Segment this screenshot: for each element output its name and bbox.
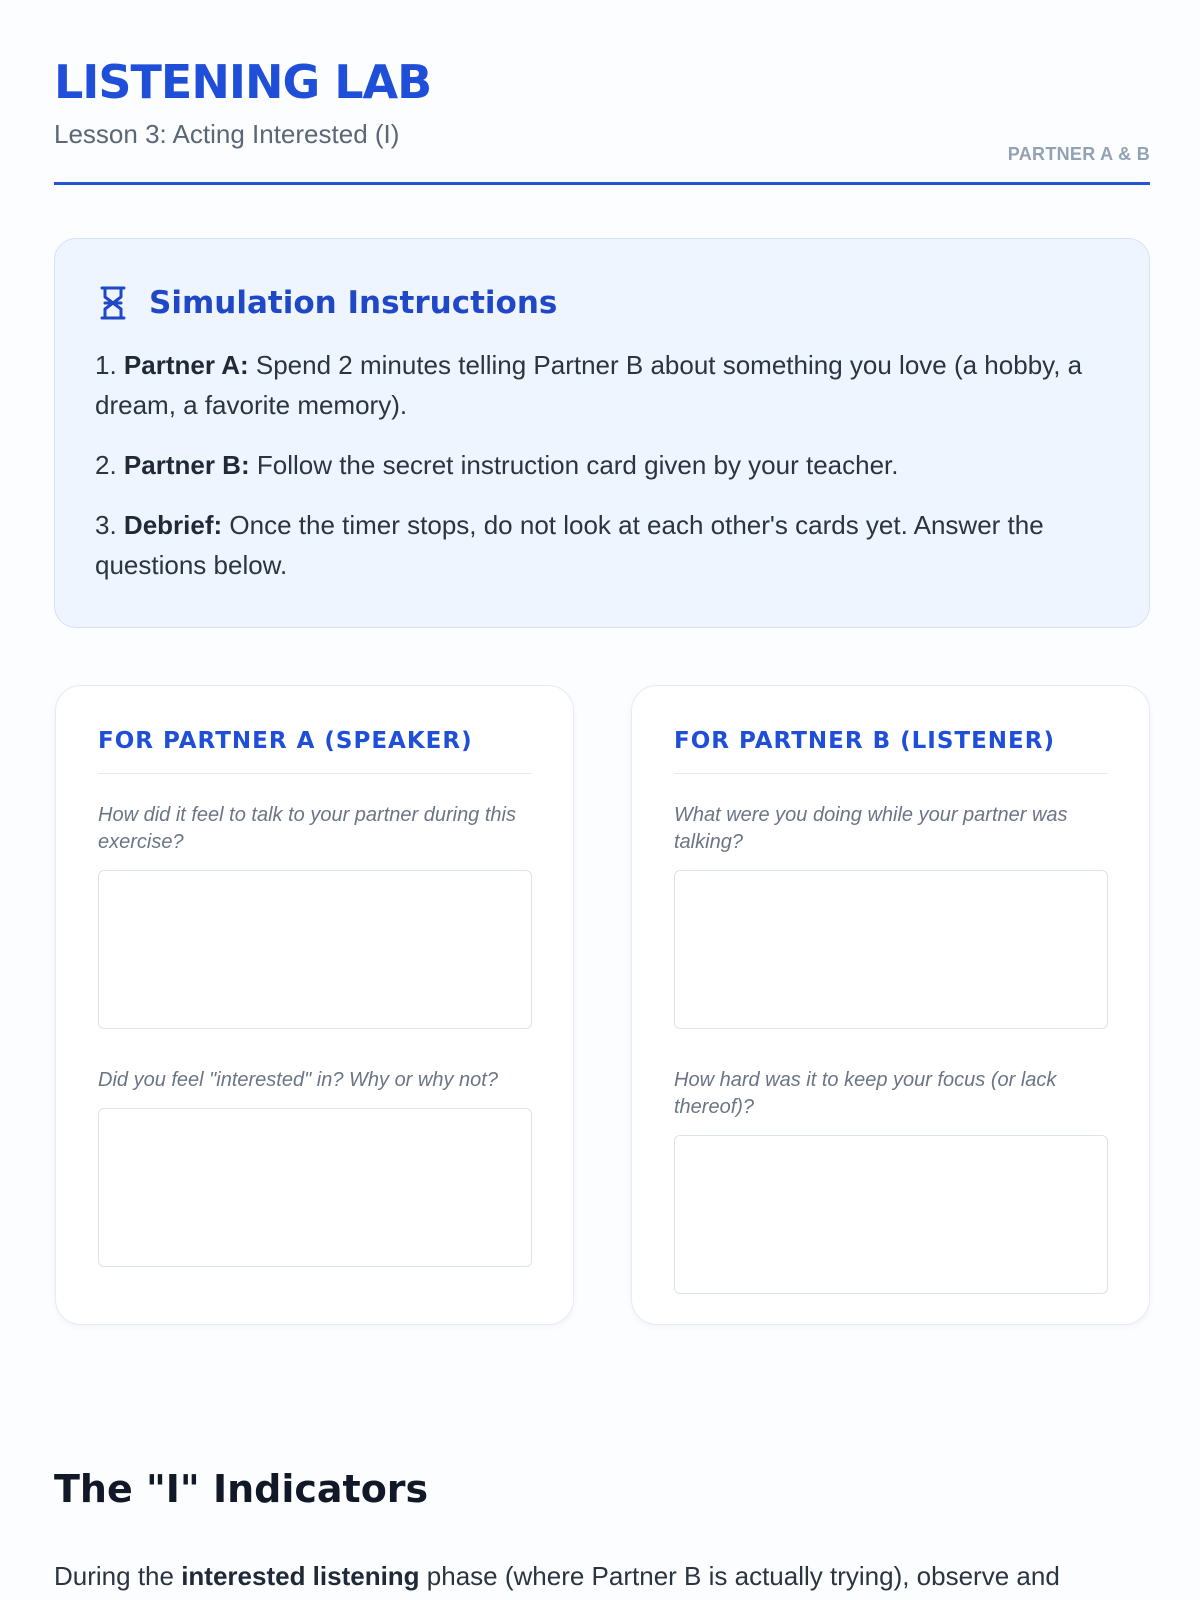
intro-text-end: phase (where Partner B is actually trying), observe and [419,1561,1060,1591]
lesson-subtitle: Lesson 3: Acting Interested (I) [54,119,400,149]
step-number: 1. [95,350,117,380]
indicators-heading: The "I" Indicators [54,1467,429,1511]
partner-a-question-1: How did it feel to talk to your partner during this exercise? [98,804,516,853]
page-title: LISTENING LAB [54,55,432,109]
instruction-step [95,345,1109,425]
instruction-step [95,505,1109,585]
instructions-header [95,283,1109,323]
partner-b-answer-2[interactable] [674,1135,1108,1294]
partner-b-card [631,685,1150,1325]
partner-a-title: FOR PARTNER A (SPEAKER) [98,728,532,774]
partner-a-answer-2[interactable] [98,1108,532,1267]
page-header [54,52,1150,185]
partner-b-question-2: How hard was it to keep your focus (or lack thereof)? [674,1069,1057,1118]
partner-b-answer-1[interactable] [674,870,1108,1029]
partner-a-question-2: Did you feel "interested" in? Why or why not? [98,1069,498,1091]
indicators-intro [54,1556,1174,1596]
partner-a-answer-1[interactable] [98,870,532,1029]
step-number: 2. [95,450,117,480]
instruction-steps [95,345,1109,585]
simulation-instructions-card [54,238,1150,628]
intro-text-bold: interested listening [181,1561,420,1591]
intro-text-start: During the [54,1561,182,1591]
step-text: Once the timer stops, do not look at each other's cards yet. Answer the questions below. [95,510,1044,580]
partner-b-question-1: What were you doing while your partner was talking? [674,804,1068,853]
step-label: Partner B: [123,450,250,480]
instruction-step [95,445,1109,485]
partner-tag: PARTNER A & B [1007,144,1150,164]
step-label: Partner A: [123,350,249,380]
instructions-title: Simulation Instructions [149,285,558,321]
partner-b-title: FOR PARTNER B (LISTENER) [674,728,1108,774]
step-label: Debrief: [123,510,223,540]
step-text: Follow the secret instruction card given by your teacher. [249,450,899,480]
hourglass-icon [99,286,127,320]
step-number: 3. [95,510,117,540]
step-text: Spend 2 minutes telling Partner B about something you love (a hobby, a dream, a favorite memory). [95,350,1083,420]
partner-a-card [55,685,574,1325]
